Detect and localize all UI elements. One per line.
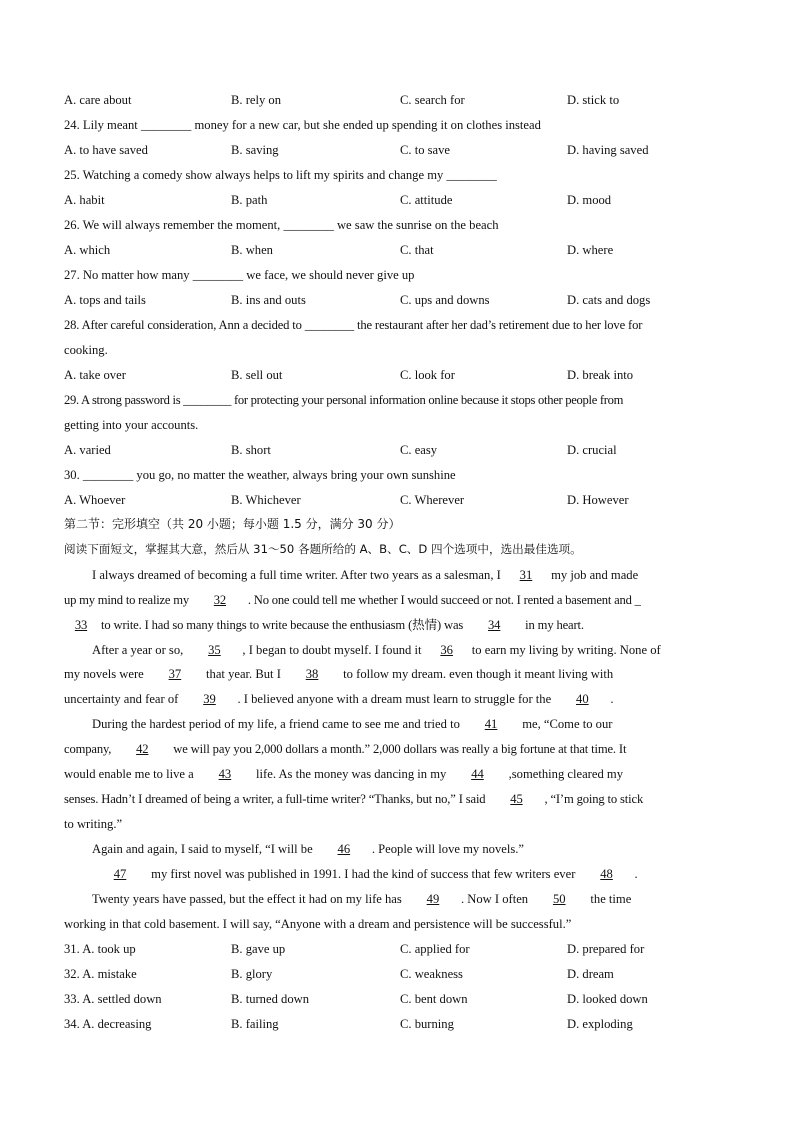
q29-option-a: A. varied <box>64 443 111 457</box>
blank-41: 41 <box>484 717 498 731</box>
q25-option-a: A. habit <box>64 193 105 207</box>
blank-35: 35 <box>208 643 221 657</box>
q34-option-d: D. exploding <box>567 1017 633 1031</box>
blank-31: 31 <box>519 568 533 582</box>
section2-title: 第二节：完形填空（共 20 小题；每小题 1.5 分，满分 30 分） <box>64 517 401 531</box>
q26-stem: 26. We will always remember the moment, ________ we saw the sunrise on the beach <box>64 218 499 232</box>
q27-option-b: B. ins and outs <box>231 293 306 307</box>
blank-48: 48 <box>600 867 613 881</box>
q32-option-d: D. dream <box>567 967 614 981</box>
q25-option-c: C. attitude <box>400 193 453 207</box>
q24-option-d: D. having saved <box>567 143 649 157</box>
passage-line: working in that cold basement. I will say, “Anyone with a dream and persistence will be successful.” <box>64 917 572 931</box>
q24-stem: 24. Lily meant ________ money for a new car, but she ended up spending it on clothes instead <box>64 118 541 132</box>
blank-33: 33 <box>74 618 88 632</box>
q31-option-c: C. applied for <box>400 942 470 956</box>
q30-option-d: D. However <box>567 493 629 507</box>
q24-option-b: B. saving <box>231 143 279 157</box>
q25-stem: 25. Watching a comedy show always helps to lift my spirits and change my ________ <box>64 168 497 182</box>
passage-line: 33 to write. I had so many things to write because the enthusiasm (热情) was 34 in my heart. <box>64 617 734 633</box>
passage-line: to writing.” <box>64 817 123 831</box>
q28-option-c: C. look for <box>400 368 455 382</box>
q34-option-a: 34. A. decreasing <box>64 1017 152 1031</box>
passage-line: my novels were 37 that year. But I 38 to follow my dream. even though it meant living with <box>64 667 614 681</box>
q25-blank: ________ <box>446 168 497 182</box>
passage-line: company, 42 we will pay you 2,000 dollars a month.” 2,000 dollars was really a big fortune at that time. It <box>64 742 627 756</box>
blank-37: 37 <box>168 667 182 681</box>
q26-option-c: C. that <box>400 243 434 257</box>
q27-option-c: C. ups and downs <box>400 293 490 307</box>
blank-39: 39 <box>203 692 216 706</box>
q25-option-b: B. path <box>231 193 268 207</box>
q30-option-a: A. Whoever <box>64 493 126 507</box>
q33-option-c: C. bent down <box>400 992 468 1006</box>
q34-option-b: B. failing <box>231 1017 279 1031</box>
blank-42: 42 <box>136 742 149 756</box>
q27-blank: ________ <box>192 268 244 282</box>
section2-instructions: 阅读下面短文，掌握其大意，然后从 31～50 各题所给的 A、B、C、D 四个选项中，选出最佳选项。 <box>64 542 582 556</box>
passage-line: After a year or so, 35 , I began to doubt myself. I found it 36 to earn my living by writing. None of <box>92 643 661 657</box>
q34-option-c: C. burning <box>400 1017 454 1031</box>
q27-stem: 27. No matter how many ________ we face, we should never give up <box>64 268 415 282</box>
passage-line: Again and again, I said to myself, “I will be 46 . People will love my novels.” <box>92 842 524 856</box>
q29-option-b: B. short <box>231 443 271 457</box>
q29-option-d: D. crucial <box>567 443 617 457</box>
blank-43: 43 <box>218 767 232 781</box>
q30-option-b: B. Whichever <box>231 493 301 507</box>
q31-option-d: D. prepared for <box>567 942 645 956</box>
q31-option-b: B. gave up <box>231 942 286 956</box>
q28-blank: ________ <box>304 318 354 332</box>
passage-line: 47 my first novel was published in 1991. I had the kind of success that few writers ever 48 . <box>92 866 734 882</box>
q23-option-b: B. rely on <box>231 93 282 107</box>
blank-44: 44 <box>471 767 484 781</box>
blank-32: 32 <box>213 593 226 607</box>
q26-option-d: D. where <box>567 243 614 257</box>
q29-option-c: C. easy <box>400 443 438 457</box>
q25-option-d: D. mood <box>567 193 612 207</box>
blank-36: 36 <box>440 643 453 657</box>
q30-option-c: C. Wherever <box>400 493 465 507</box>
q28-option-a: A. take over <box>64 368 126 382</box>
blank-50: 50 <box>552 892 566 906</box>
q31-option-a: 31. A. took up <box>64 942 136 956</box>
q29-blank: ________ <box>183 393 232 407</box>
blank-34: 34 <box>488 618 501 632</box>
q32-option-c: C. weakness <box>400 967 463 981</box>
q29-stem: 29. A strong password is ________ for protecting your personal information online because it stops other people from <box>64 393 624 407</box>
q28-option-b: B. sell out <box>231 368 283 382</box>
q27-option-d: D. cats and dogs <box>567 293 651 307</box>
q33-option-b: B. turned down <box>231 992 310 1006</box>
blank-49: 49 <box>426 892 440 906</box>
q26-option-a: A. which <box>64 243 111 257</box>
passage-line: During the hardest period of my life, a friend came to see me and tried to 41 me, “Come to our <box>92 717 613 731</box>
q24-blank: ________ <box>140 118 192 132</box>
passage-line: Twenty years have passed, but the effect it had on my life has 49 . Now I often 50 the time <box>92 892 632 906</box>
passage-line: up my mind to realize my 32 . No one could tell me whether I would succeed or not. I rented a basement and _ <box>64 593 641 607</box>
passage-line: uncertainty and fear of 39 . I believed anyone with a dream must learn to struggle for the 40 . <box>64 692 614 706</box>
q27-option-a: A. tops and tails <box>64 293 146 307</box>
blank-47: 47 <box>113 867 127 881</box>
q28-stem: 28. After careful consideration, Ann a decided to ________ the restaurant after her dad’s retirement due to her love for <box>64 318 643 332</box>
q28-option-d: D. break into <box>567 368 634 382</box>
q30-stem: 30. ________ you go, no matter the weather, always bring your own sunshine <box>64 468 456 482</box>
blank-40: 40 <box>576 692 589 706</box>
q23-option-a: A. care about <box>64 93 132 107</box>
q26-option-b: B. when <box>231 243 273 257</box>
q26-blank: ________ <box>283 218 334 232</box>
q24-option-a: A. to have saved <box>64 143 148 157</box>
q33-option-d: D. looked down <box>567 992 648 1006</box>
q23-option-d: D. stick to <box>567 93 620 107</box>
passage-line: I always dreamed of becoming a full time writer. After two years as a salesman, I 31 my job and made <box>92 568 639 582</box>
q23-option-c: C. search for <box>400 93 465 107</box>
blank-45: 45 <box>510 792 523 806</box>
q33-option-a: 33. A. settled down <box>64 992 162 1006</box>
blank-46: 46 <box>337 842 351 856</box>
passage-line: would enable me to live a 43 life. As the money was dancing in my 44 ,something cleared my <box>64 767 623 781</box>
q30-blank: ________ <box>82 468 134 482</box>
blank-38: 38 <box>305 667 319 681</box>
q32-option-b: B. glory <box>231 967 273 981</box>
passage-line: senses. Hadn’t I dreamed of being a writer, a full-time writer? “Thanks, but no,” I said 45 , “I’m going to stick <box>64 792 644 806</box>
q29-stem-line2: getting into your accounts. <box>64 418 199 432</box>
q32-option-a: 32. A. mistake <box>64 967 137 981</box>
q24-option-c: C. to save <box>400 143 451 157</box>
q28-stem-line2: cooking. <box>64 343 108 357</box>
